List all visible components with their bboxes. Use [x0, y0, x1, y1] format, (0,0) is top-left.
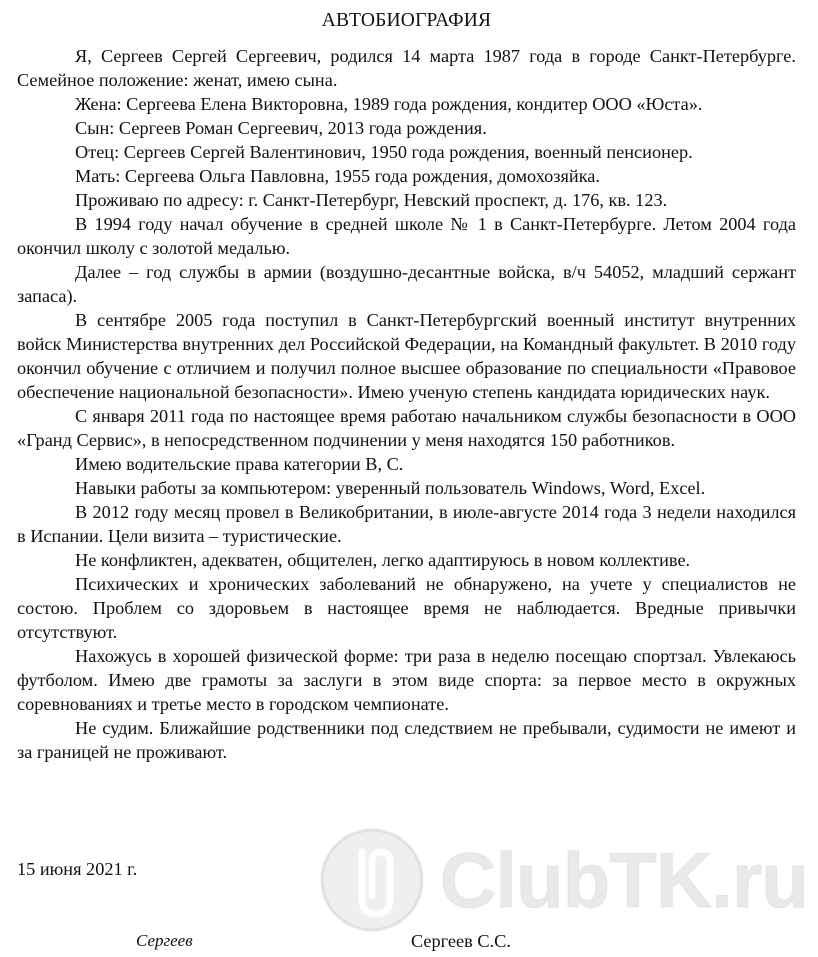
paragraph: Проживаю по адресу: г. Санкт-Петербург, Невский проспект, д. 176, кв. 123.: [75, 190, 668, 210]
paragraph: В 2012 году месяц провел в Великобритании, в июле-августе 2014 года 3 недели находился в Испании. Цели визита – туристические.: [17, 502, 796, 546]
paragraph: Отец: Сергеев Сергей Валентинович, 1950 года рождения, военный пенсионер.: [75, 142, 693, 162]
paragraph: Мать: Сергеева Ольга Павловна, 1955 года рождения, домохозяйка.: [75, 166, 600, 186]
paragraph: Психических и хронических заболеваний не обнаружено, на учете у специалистов не состою. Проблем со здоровьем в настоящее время не наблюдается. Вредные привычки отсутствуют.: [17, 574, 796, 642]
document-title: АВТОБИОГРАФИЯ: [321, 10, 492, 31]
handwritten-signature: Сергеев: [136, 931, 193, 950]
paragraph: Не конфликтен, адекватен, общителен, легко адаптируюсь в новом коллективе.: [75, 550, 691, 570]
paragraph: Я, Сергеев Сергей Сергеевич, родился 14 марта 1987 года в городе Санкт-Петербурге. Семейное положение: женат, имею сына.: [17, 46, 796, 90]
paragraph: Жена: Сергеева Елена Викторовна, 1989 года рождения, кондитер ООО «Юста».: [75, 94, 703, 114]
paragraph: Далее – год службы в армии (воздушно-десантные войска, в/ч 54052, младший сержант запаса).: [17, 262, 796, 306]
watermark: [314, 820, 818, 940]
signature-name: Сергеев С.С.: [411, 931, 511, 951]
paragraph: С января 2011 года по настоящее время работаю начальником службы безопасности в ООО «Гранд Сервис», в непосредственном подчинении у меня находятся 150 работников.: [17, 406, 796, 450]
paragraph: Сын: Сергеев Роман Сергеевич, 2013 года рождения.: [75, 118, 487, 138]
paragraph: Навыки работы за компьютером: уверенный пользователь Windows, Word, Excel.: [75, 478, 706, 498]
paragraph: В 1994 году начал обучение в средней школе № 1 в Санкт-Петербурге. Летом 2004 года окончил школу с золотой медалью.: [17, 214, 796, 258]
paragraph: Имею водительские права категории В, С.: [75, 454, 404, 474]
paragraph: В сентябре 2005 года поступил в Санкт-Петербургский военный институт внутренних войск Министерства внутренних дел Российской Федерации, на Командный факультет. В 2010 году окончил обучение с отличием и получил полное высшее образование по специальности «Правовое обеспечение национальной безопасности». Имею ученую степень кандидата юридических наук.: [17, 310, 796, 402]
paragraph: Нахожусь в хорошей физической форме: три раза в неделю посещаю спортзал. Увлекаюсь футболом. Имею две грамоты за заслуги в этом виде спорта: за первое место в окружных соревнованиях и третье место в городском чемпионате.: [17, 646, 796, 714]
document-date: 15 июня 2021 г.: [17, 859, 138, 879]
watermark-text: ClubTK.ru: [440, 836, 808, 924]
paragraph: Не судим. Ближайшие родственники под следствием не пребывали, судимости не имеют и за границей не проживают.: [17, 718, 796, 762]
document-body: [17, 0, 796, 764]
paperclip-icon: [314, 822, 434, 938]
